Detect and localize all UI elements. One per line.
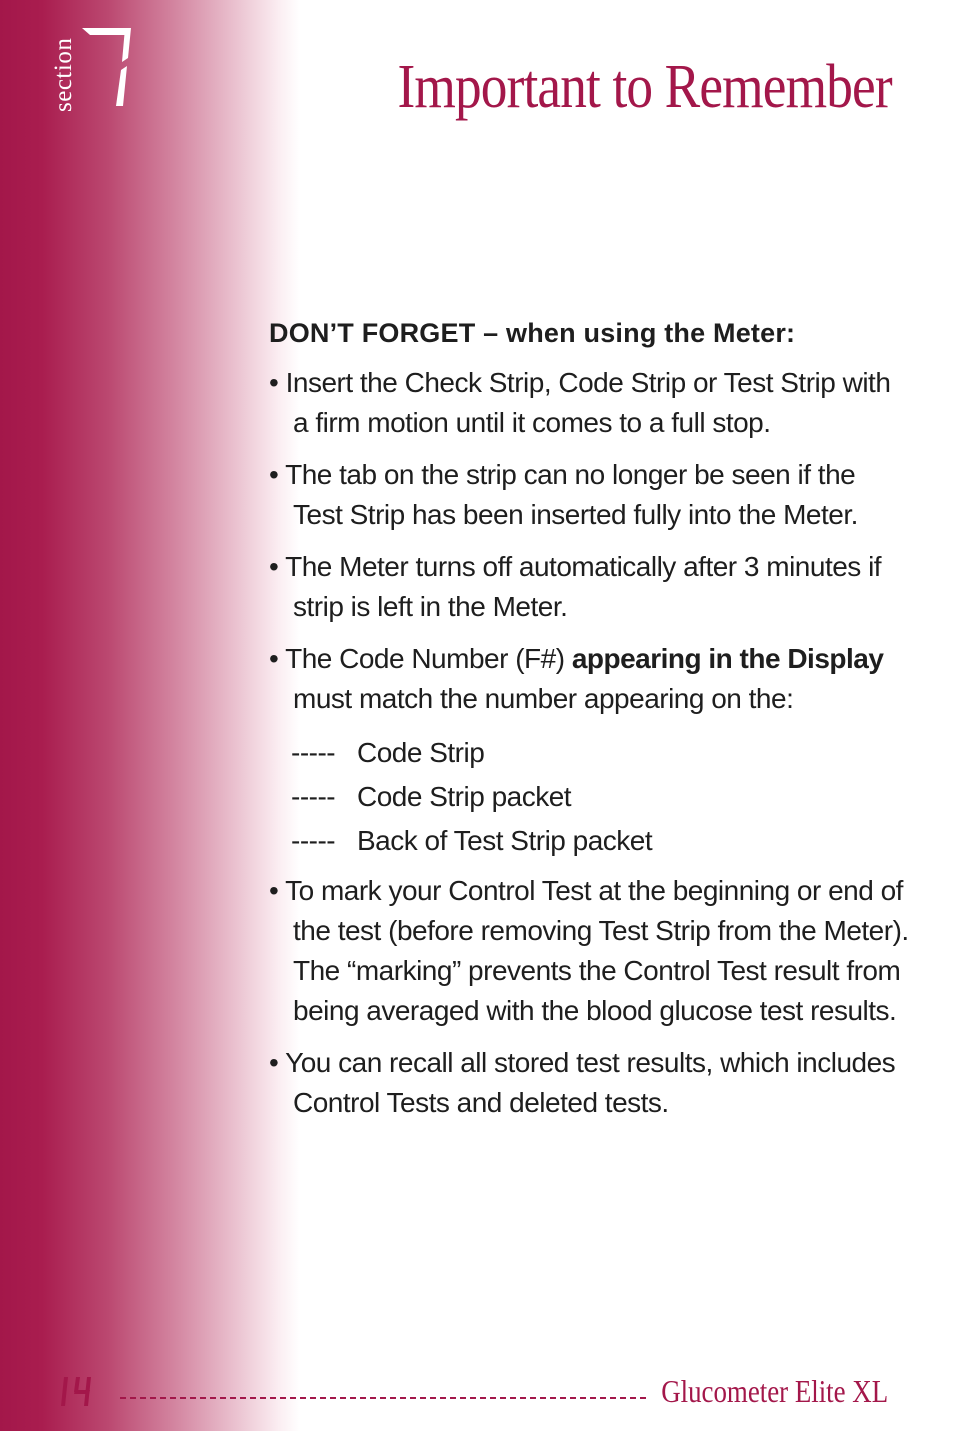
code-location-item bbox=[291, 775, 909, 819]
reminder-item bbox=[269, 363, 909, 443]
code-location-label: Code Strip bbox=[357, 737, 485, 768]
page-number bbox=[60, 1376, 94, 1408]
section-number bbox=[80, 26, 132, 110]
code-location-label: Back of Test Strip packet bbox=[357, 825, 653, 856]
dash-marker: ----- bbox=[291, 825, 336, 856]
reminder-item bbox=[269, 1043, 909, 1123]
reminder-text: Insert the Check Strip, Code Strip or Test Strip with a firm motion until it comes to a full stop. bbox=[285, 367, 891, 438]
reminder-item bbox=[269, 455, 909, 535]
code-location-list bbox=[291, 731, 909, 863]
dash-marker: ----- bbox=[291, 781, 336, 812]
page-title: Important to Remember bbox=[397, 53, 892, 121]
dash-marker: ----- bbox=[291, 737, 336, 768]
bullet-marker: • bbox=[269, 1047, 279, 1078]
bullet-marker: • bbox=[269, 551, 279, 582]
reminder-text: must match the number appearing on the: bbox=[293, 683, 794, 714]
section-sidebar bbox=[0, 0, 300, 1431]
bullet-marker: • bbox=[269, 459, 279, 490]
code-location-item bbox=[291, 819, 909, 863]
footer-divider bbox=[120, 1397, 646, 1399]
reminder-emphasis: appearing in the Display bbox=[571, 643, 884, 674]
section-subheading: DON’T FORGET – when using the Meter: bbox=[269, 318, 796, 348]
reminder-item bbox=[269, 871, 909, 1031]
reminder-text: The Code Number (F#) bbox=[285, 643, 565, 674]
bullet-marker: • bbox=[269, 367, 279, 398]
reminder-text: The Meter turns off automatically after 3 minutes if strip is left in the Meter. bbox=[285, 551, 882, 622]
reminders-section bbox=[269, 318, 909, 1135]
section-label: section bbox=[50, 37, 77, 112]
reminder-text: The tab on the strip can no longer be seen if the Test Strip has been inserted fully into the Meter. bbox=[285, 459, 858, 530]
reminder-text: To mark your Control Test at the beginning or end of the test (before removing Test Strip from the Meter). The “marking” prevents the Control Test result from being averaged with the blood glucose test results. bbox=[285, 875, 909, 1026]
reminder-text: You can recall all stored test results, which includes Control Tests and deleted tests. bbox=[285, 1047, 896, 1118]
product-name: Glucometer Elite XL bbox=[661, 1373, 888, 1409]
code-location-label: Code Strip packet bbox=[357, 781, 572, 812]
bullet-marker: • bbox=[269, 875, 279, 906]
code-location-item bbox=[291, 731, 909, 775]
bullet-marker: • bbox=[269, 643, 279, 674]
reminder-item bbox=[269, 547, 909, 627]
reminder-item bbox=[269, 639, 909, 719]
